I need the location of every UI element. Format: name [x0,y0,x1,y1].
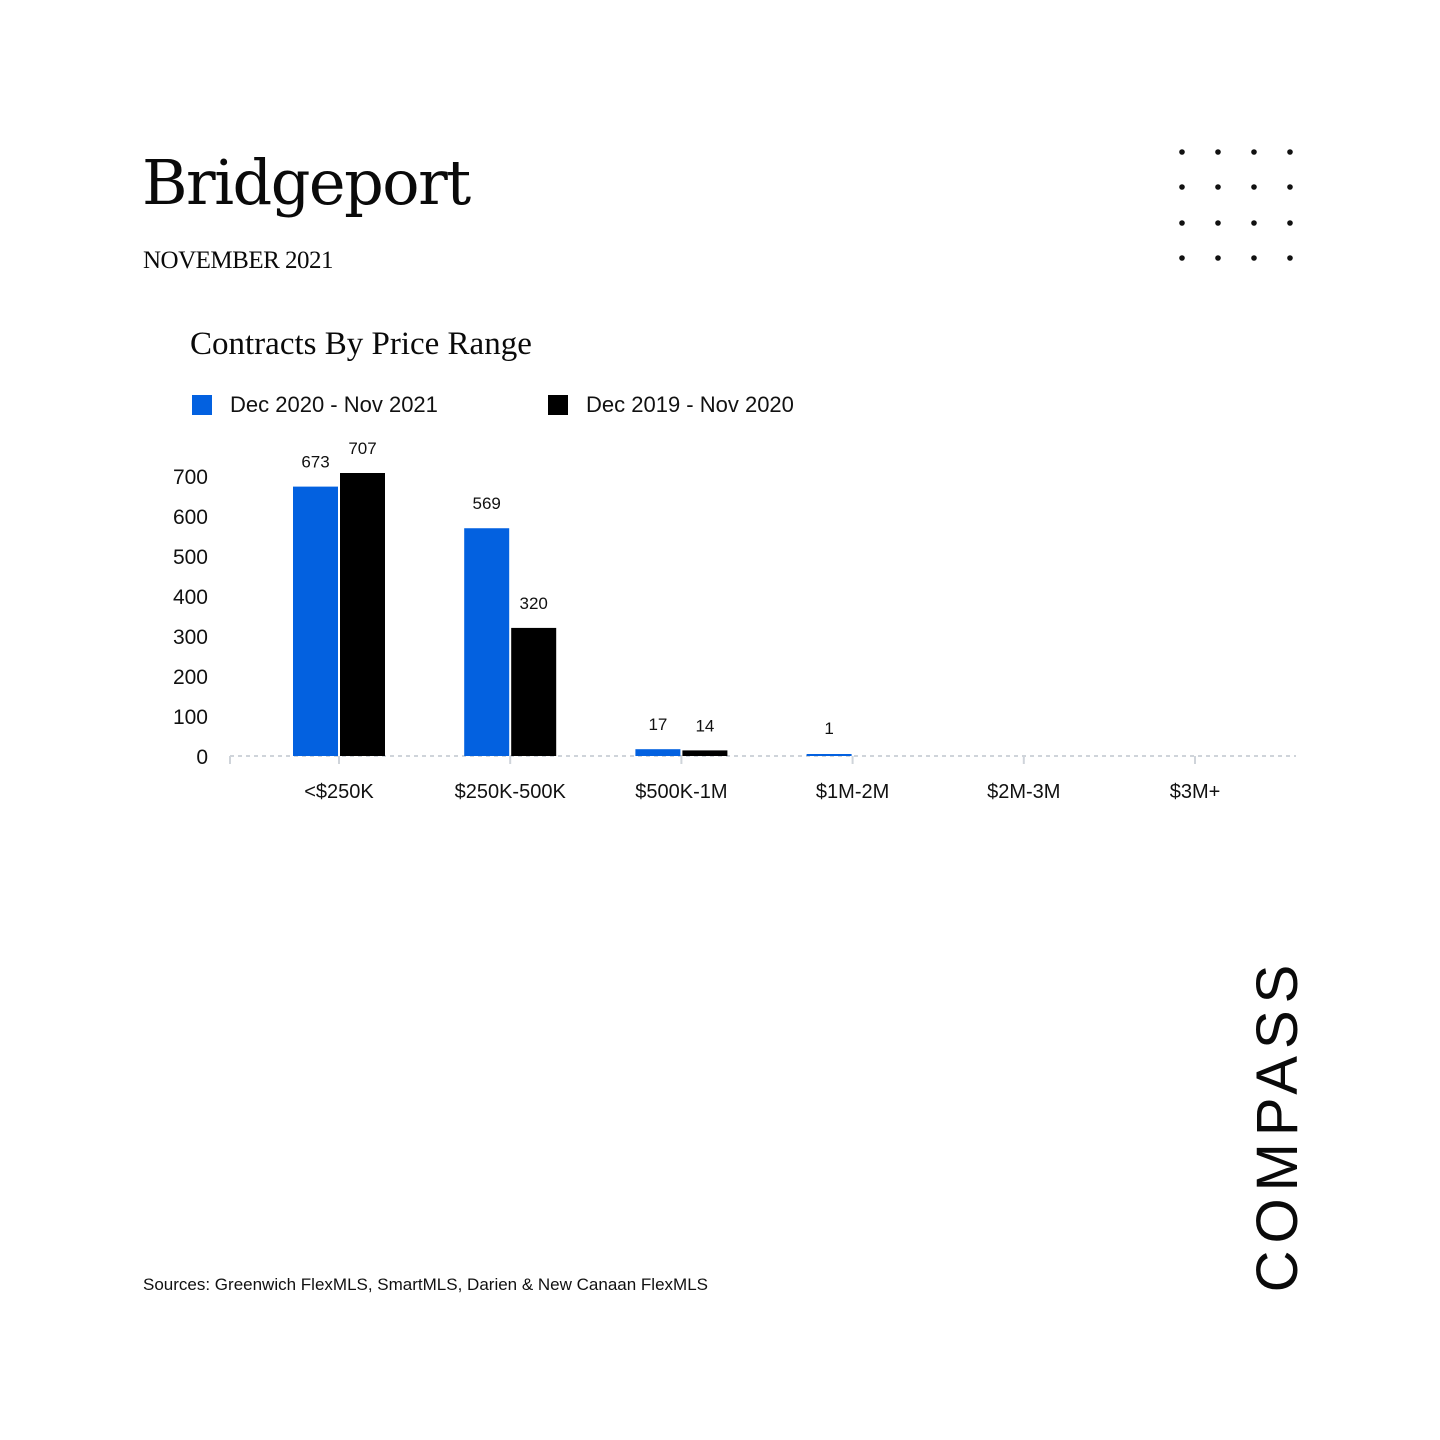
y-tick-label: 0 [196,746,208,769]
x-tick-label: $3M+ [1169,781,1221,803]
x-tick-label: $250K-500K [454,781,566,803]
x-tick-label: $2M-3M [987,781,1061,803]
bar-prior [511,628,556,756]
y-tick-label: 300 [172,625,208,649]
data-label: 320 [519,593,548,613]
sources-note: Sources: Greenwich FlexMLS, SmartMLS, Darien & New Canaan FlexMLS [143,1275,708,1294]
data-label: 14 [695,716,715,736]
y-tick-label: 500 [172,545,208,569]
x-tick-label: <$250K [304,781,374,803]
page-title: Bridgeport [142,146,470,219]
data-label: 673 [301,452,330,472]
data-label: 17 [648,715,668,735]
legend-label-current: Dec 2020 - Nov 2021 [230,392,438,417]
chart-title: Contracts By Price Range [190,326,532,362]
x-tick-label: $500K-1M [635,781,728,803]
x-tick-label: $1M-2M [815,781,890,803]
bar-current [807,754,852,756]
data-label: 569 [472,494,501,514]
data-label: 1 [824,719,834,738]
y-tick-label: 600 [172,505,208,529]
y-tick-label: 400 [172,585,208,609]
legend-label-prior: Dec 2019 - Nov 2020 [586,392,794,417]
bar-current [635,749,680,756]
y-tick-label: 100 [172,705,208,729]
compass-logo: COMPASS [1245,957,1310,1293]
bar-prior [340,473,385,756]
data-label: 707 [348,439,377,458]
page-subtitle: NOVEMBER 2021 [143,247,334,274]
bar-prior [682,750,727,756]
y-tick-label: 200 [172,665,208,689]
y-tick-label: 700 [172,465,208,489]
bar-current [293,487,338,756]
bar-current [464,528,509,756]
